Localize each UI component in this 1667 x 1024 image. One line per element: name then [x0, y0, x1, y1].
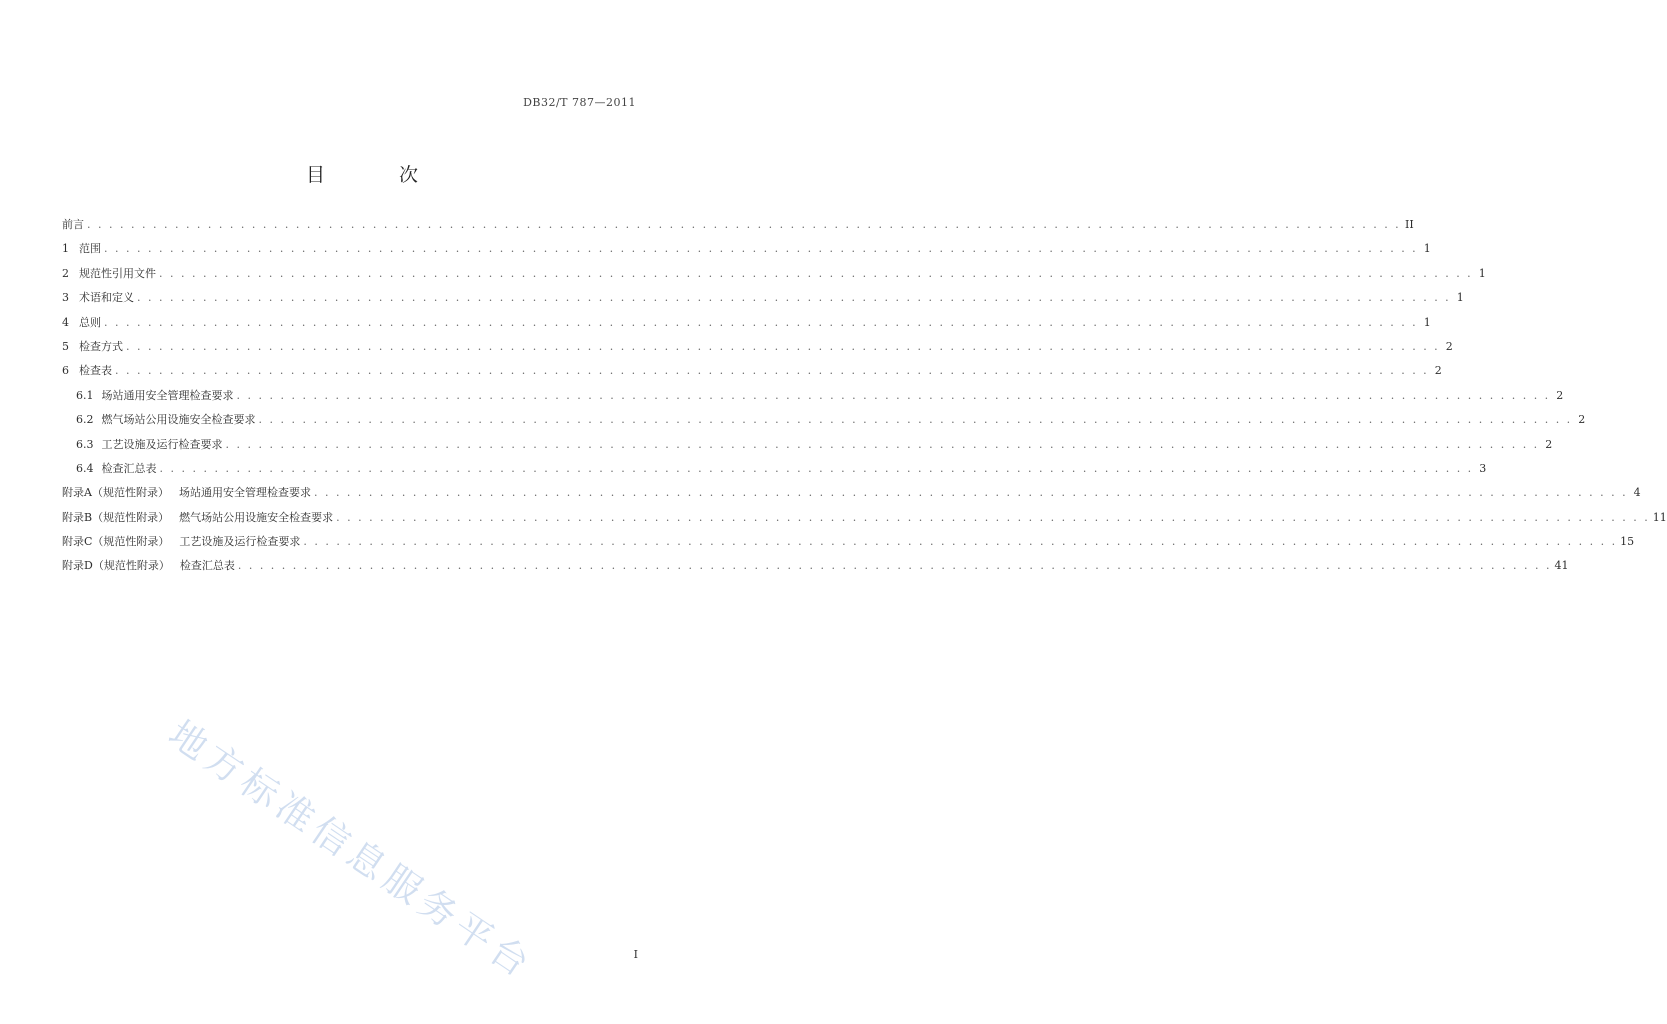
toc-entry[interactable] — [62, 460, 1487, 484]
toc-entry[interactable] — [62, 509, 1667, 533]
toc-entry[interactable] — [62, 362, 1442, 386]
toc-entry-page: 1 — [1423, 315, 1431, 329]
toc-entry-page: 2 — [1434, 364, 1442, 378]
toc-entry-number: 6.1 — [76, 388, 94, 402]
toc-entry-title: 术语和定义 — [79, 291, 134, 305]
page-number: I — [633, 948, 638, 961]
toc-entry-number: 4 — [62, 315, 69, 329]
toc-entry-number: 6.4 — [76, 461, 94, 475]
toc-entry-title: 检查汇总表 — [179, 559, 235, 573]
toc-entry-number: 附录A（规范性附录） — [62, 486, 169, 500]
toc-entry-number: 6.2 — [76, 413, 94, 427]
toc-entry-number: 1 — [62, 242, 69, 256]
toc-leader-dots: . . . . . . . . . . . . . . . . . . . . . . . . . . . . . . . . . . . . . . . . . . . . . . . . . . . . . . . . . . . . . . . . . . . . . . . . . . . . . . . . . . . . . . . . . . . . . . . . . . . . . . . . . . . . . . . . . . . . . . . . — [237, 559, 1552, 573]
toc-entry-number: 5 — [62, 339, 69, 353]
toc-entry-page: 3 — [1479, 461, 1487, 475]
toc-entry-page: 1 — [1478, 266, 1486, 280]
toc-entry-page: 11 — [1652, 510, 1667, 524]
toc-entry-number: 6 — [62, 364, 69, 378]
toc-leader-dots: . . . . . . . . . . . . . . . . . . . . . . . . . . . . . . . . . . . . . . . . . . . . . . . . . . . . . . . . . . . . . . . . . . . . . . . . . . . . . . . . . . . . . . . . . . . . . . . . . . . . . . . . . . . . . . . . . . . . . . . . — [115, 364, 1429, 378]
toc-entry-page: II — [1404, 218, 1414, 231]
toc-leader-dots: . . . . . . . . . . . . . . . . . . . . . . . . . . . . . . . . . . . . . . . . . . . . . . . . . . . . . . . . . . . . . . . . . . . . . . . . . . . . . . . . . . . . . . . . . . . . . . . . . . . . . . . . . . . . . . . . . . . . . . . . — [137, 291, 1451, 305]
toc-entry-page: 2 — [1445, 339, 1453, 353]
toc-entry[interactable] — [62, 533, 1635, 557]
toc-entry[interactable] — [62, 387, 1564, 411]
toc-entry-title: 范围 — [79, 242, 101, 256]
toc-entry[interactable] — [62, 338, 1453, 362]
toc-entry-title: 工艺设施及运行检查要求 — [179, 535, 301, 549]
watermark: 地方标准信息服务平台 — [161, 712, 542, 989]
toc-entry-title: 燃气场站公用设施安全检查要求 — [101, 413, 256, 427]
toc-entry-title: 燃气场站公用设施安全检查要求 — [179, 510, 334, 524]
toc-title: 目 次 — [305, 164, 453, 186]
toc-entry[interactable] — [62, 216, 1414, 240]
toc-entry-title: 规范性引用文件 — [79, 266, 156, 280]
toc-entry-page: 41 — [1554, 559, 1569, 573]
toc-entry-title: 检查汇总表 — [101, 461, 157, 475]
toc-leader-dots: . . . . . . . . . . . . . . . . . . . . . . . . . . . . . . . . . . . . . . . . . . . . . . . . . . . . . . . . . . . . . . . . . . . . . . . . . . . . . . . . . . . . . . . . . . . . . . . . . . . . . . . . . . . . . . . . . . . . . . . . — [104, 242, 1418, 256]
toc-entry-page: 2 — [1578, 413, 1586, 427]
standard-code: DB32/T 787—2011 — [523, 96, 636, 109]
toc-entry-title: 工艺设施及运行检查要求 — [101, 437, 223, 451]
toc-leader-dots: . . . . . . . . . . . . . . . . . . . . . . . . . . . . . . . . . . . . . . . . . . . . . . . . . . . . . . . . . . . . . . . . . . . . . . . . . . . . . . . . . . . . . . . . . . . . . . . . . . . . . . . . . . . . . . . . . . . . . . . . — [336, 510, 1650, 524]
toc-entry-page: 2 — [1556, 388, 1564, 402]
toc-entry-title: 场站通用安全管理检查要求 — [178, 486, 311, 500]
toc-entry-page: 1 — [1423, 242, 1431, 256]
toc-entry-title: 检查方式 — [79, 339, 123, 353]
toc-entry-number: 附录B（规范性附录） — [62, 510, 170, 524]
toc-entry[interactable] — [62, 484, 1641, 508]
toc-entry-title: 场站通用安全管理检查要求 — [101, 388, 234, 402]
toc-leader-dots: . . . . . . . . . . . . . . . . . . . . . . . . . . . . . . . . . . . . . . . . . . . . . . . . . . . . . . . . . . . . . . . . . . . . . . . . . . . . . . . . . . . . . . . . . . . . . . . . . . . . . . . . . . . . . . . . . . . . . . . . — [159, 266, 1473, 280]
toc-leader-dots: . . . . . . . . . . . . . . . . . . . . . . . . . . . . . . . . . . . . . . . . . . . . . . . . . . . . . . . . . . . . . . . . . . . . . . . . . . . . . . . . . . . . . . . . . . . . . . . . . . . . . . . . . . . . . . . . . . . . . . . . — [104, 315, 1418, 329]
toc-entry-number: 附录C（规范性附录） — [62, 535, 170, 549]
toc-leader-dots: . . . . . . . . . . . . . . . . . . . . . . . . . . . . . . . . . . . . . . . . . . . . . . . . . . . . . . . . . . . . . . . . . . . . . . . . . . . . . . . . . . . . . . . . . . . . . . . . . . . . . . . . . . . . . . . . . . . . . . . . — [258, 413, 1573, 427]
toc-entry[interactable] — [62, 314, 1431, 338]
toc-leader-dots: . . . . . . . . . . . . . . . . . . . . . . . . . . . . . . . . . . . . . . . . . . . . . . . . . . . . . . . . . . . . . . . . . . . . . . . . . . . . . . . . . . . . . . . . . . . . . . . . . . . . . . . . . . . . . . . . . . . . . . . . — [313, 486, 1628, 500]
toc-leader-dots: . . . . . . . . . . . . . . . . . . . . . . . . . . . . . . . . . . . . . . . . . . . . . . . . . . . . . . . . . . . . . . . . . . . . . . . . . . . . . . . . . . . . . . . . . . . . . . . . . . . . . . . . . . . . . . . . . . . . . . . . — [159, 461, 1474, 475]
table-of-contents — [62, 216, 1667, 582]
toc-entry-number: 3 — [62, 291, 69, 305]
toc-entry-number: 附录D（规范性附录） — [62, 559, 170, 573]
toc-entry[interactable] — [62, 557, 1569, 581]
toc-entry[interactable] — [62, 240, 1431, 264]
toc-entry-title: 总则 — [79, 315, 101, 329]
toc-entry[interactable] — [62, 411, 1586, 435]
toc-leader-dots: . . . . . . . . . . . . . . . . . . . . . . . . . . . . . . . . . . . . . . . . . . . . . . . . . . . . . . . . . . . . . . . . . . . . . . . . . . . . . . . . . . . . . . . . . . . . . . . . . . . . . . . . . . . . . . . . . . . . . . . . — [303, 535, 1618, 549]
toc-leader-dots: . . . . . . . . . . . . . . . . . . . . . . . . . . . . . . . . . . . . . . . . . . . . . . . . . . . . . . . . . . . . . . . . . . . . . . . . . . . . . . . . . . . . . . . . . . . . . . . . . . . . . . . . . . . . . . . . . . . . . . . . — [225, 437, 1540, 451]
toc-entry-title: 检查表 — [79, 364, 112, 378]
toc-entry[interactable] — [62, 265, 1486, 289]
toc-entry-title: 前言 — [62, 218, 84, 231]
toc-entry-page: 4 — [1633, 486, 1641, 500]
toc-entry-number: 2 — [62, 266, 69, 280]
toc-entry-page: 2 — [1545, 437, 1553, 451]
toc-leader-dots: . . . . . . . . . . . . . . . . . . . . . . . . . . . . . . . . . . . . . . . . . . . . . . . . . . . . . . . . . . . . . . . . . . . . . . . . . . . . . . . . . . . . . . . . . . . . . . . . . . . . . . . . . . . . . . . . . . . . . . . . — [87, 218, 1401, 231]
toc-entry-page: 15 — [1620, 535, 1635, 549]
toc-entry[interactable] — [62, 289, 1464, 313]
toc-entry[interactable] — [62, 436, 1553, 460]
toc-leader-dots: . . . . . . . . . . . . . . . . . . . . . . . . . . . . . . . . . . . . . . . . . . . . . . . . . . . . . . . . . . . . . . . . . . . . . . . . . . . . . . . . . . . . . . . . . . . . . . . . . . . . . . . . . . . . . . . . . . . . . . . . — [126, 339, 1440, 353]
toc-leader-dots: . . . . . . . . . . . . . . . . . . . . . . . . . . . . . . . . . . . . . . . . . . . . . . . . . . . . . . . . . . . . . . . . . . . . . . . . . . . . . . . . . . . . . . . . . . . . . . . . . . . . . . . . . . . . . . . . . . . . . . . . — [236, 388, 1551, 402]
toc-entry-number: 6.3 — [76, 437, 94, 451]
toc-entry-page: 1 — [1456, 291, 1464, 305]
